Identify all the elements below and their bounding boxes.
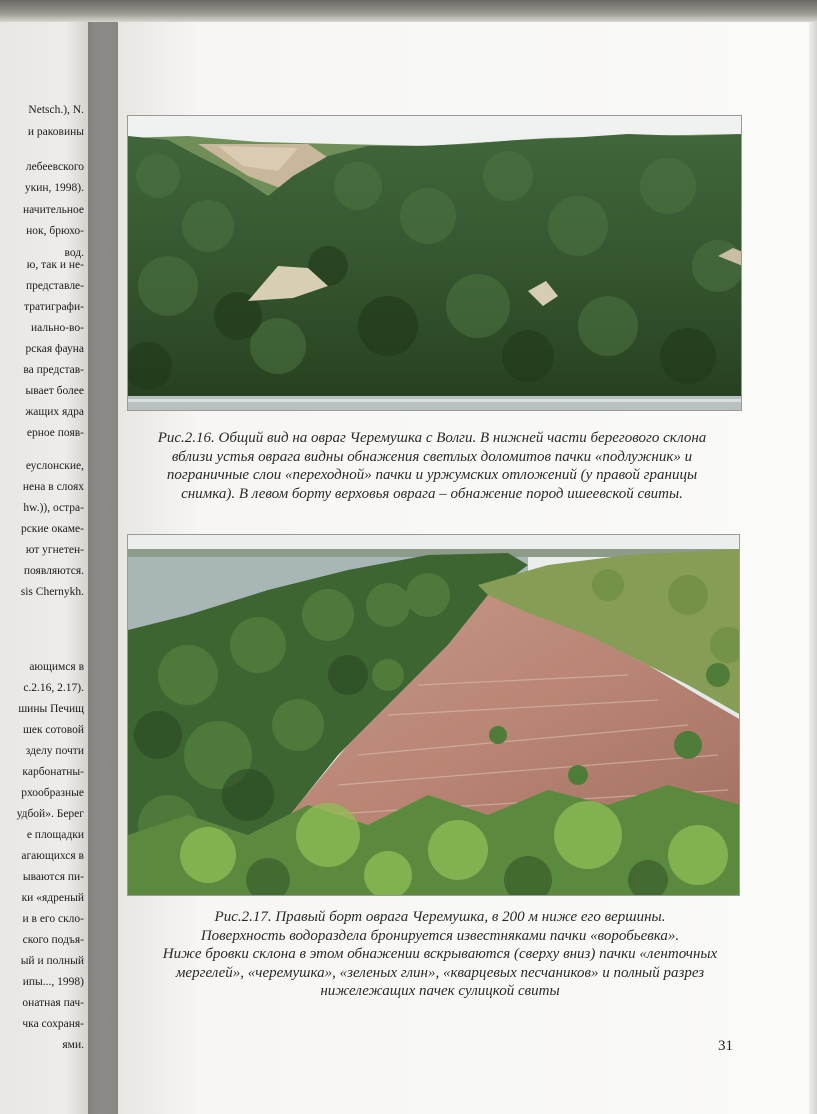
figure-2-17-caption bbox=[140, 908, 740, 1001]
left-page-line: тратиграфи- bbox=[24, 301, 84, 313]
left-page-line: ываются пи- bbox=[22, 871, 84, 883]
left-page-line: ва представ- bbox=[23, 364, 84, 376]
left-page-line: с.2.16, 2.17). bbox=[23, 682, 84, 694]
left-page-line: еуслонские, bbox=[25, 460, 84, 472]
left-page-line: ывает более bbox=[25, 385, 84, 397]
caption-line: Поверхность водораздела бронируется известняками пачки «воробьевка». bbox=[200, 927, 680, 944]
left-page-line: начительное bbox=[23, 204, 84, 216]
left-page-line: шины Печищ bbox=[18, 703, 84, 715]
left-page-line: жащих ядра bbox=[25, 406, 84, 418]
left-page-line: карбонатны- bbox=[22, 766, 84, 778]
left-page-line: ый и полный bbox=[20, 955, 84, 967]
left-page-line: ют угнетен- bbox=[25, 544, 84, 556]
left-page-line: рские окаме- bbox=[20, 523, 84, 535]
caption-line: вблизи устья оврага видны обнажения светлых доломитов пачки «подлужник» и bbox=[171, 448, 693, 465]
caption-line: пограничные слои «переходной» пачки и уржумских отложений (у правой границы bbox=[166, 467, 698, 483]
left-page-line: шек сотовой bbox=[22, 724, 84, 736]
left-page-line: рская фауна bbox=[25, 343, 84, 355]
left-page-line: укин, 1998). bbox=[24, 182, 84, 194]
photo-cheremushka-right-side bbox=[127, 534, 740, 896]
left-page-line: рхообразные bbox=[21, 787, 84, 799]
caption-line: Рис.2.16. Общий вид на овраг Черемушка с Волги. В нижней части берегового склона bbox=[157, 430, 707, 446]
left-page-line: hw.)), остра- bbox=[23, 502, 84, 514]
caption-line: мергелей», «черемушка», «зеленых глин», «кварцевых песчаников» и полный разрез bbox=[175, 964, 705, 981]
caption-line: Рис.2.17. Правый борт оврага Черемушка, в 200 м ниже его вершины. bbox=[214, 909, 666, 925]
left-page-line: и раковины bbox=[27, 126, 84, 138]
left-page-line: чка сохраня- bbox=[22, 1018, 84, 1030]
left-page-line: вод. bbox=[64, 247, 84, 259]
left-page-line: зделу почти bbox=[25, 745, 84, 757]
left-page-line: ерное появ- bbox=[26, 427, 84, 439]
scanner-top-edge bbox=[0, 0, 817, 22]
left-page-line: ями. bbox=[62, 1039, 84, 1051]
page-number: 31 bbox=[718, 1038, 733, 1054]
left-page-line: ающимся в bbox=[29, 661, 84, 673]
left-page-line: ипы..., 1998) bbox=[22, 976, 84, 988]
left-page-line: sis Chernykh. bbox=[20, 586, 84, 598]
left-page-line: е площадки bbox=[26, 829, 84, 841]
left-page-line: онатная пач- bbox=[22, 997, 84, 1009]
caption-line: Ниже бровки склона в этом обнажении вскрываются (сверху вниз) пачки «ленточных bbox=[162, 946, 718, 962]
page-edge bbox=[809, 22, 817, 1114]
left-page-line: ки «ядреный bbox=[21, 892, 84, 904]
caption-line: нижележащих пачек сулицкой свиты bbox=[320, 983, 560, 999]
left-page-line: нена в слоях bbox=[22, 481, 84, 493]
photo-cheremushka-ravine-general-view bbox=[127, 115, 742, 411]
left-page-line: ского подъя- bbox=[22, 934, 84, 946]
left-page-line: иально-во- bbox=[30, 322, 84, 334]
left-page-line: лебеевского bbox=[25, 161, 84, 173]
left-page-line: удбой». Берег bbox=[16, 808, 84, 820]
left-page-line: ю, так и не- bbox=[26, 259, 84, 271]
left-page-line: и в его скло- bbox=[22, 913, 84, 925]
left-page-line: появляются. bbox=[23, 565, 84, 577]
caption-line: снимка). В левом борту верховья оврага – обнажение пород ишеевской свиты. bbox=[181, 485, 683, 502]
left-page-line: агающихся в bbox=[21, 850, 84, 862]
figure-2-16-caption bbox=[132, 429, 732, 503]
left-page-line: нок, брюхо- bbox=[26, 225, 84, 237]
left-page-line: Netsch.), N. bbox=[28, 104, 84, 116]
left-page-line: представле- bbox=[25, 280, 84, 292]
